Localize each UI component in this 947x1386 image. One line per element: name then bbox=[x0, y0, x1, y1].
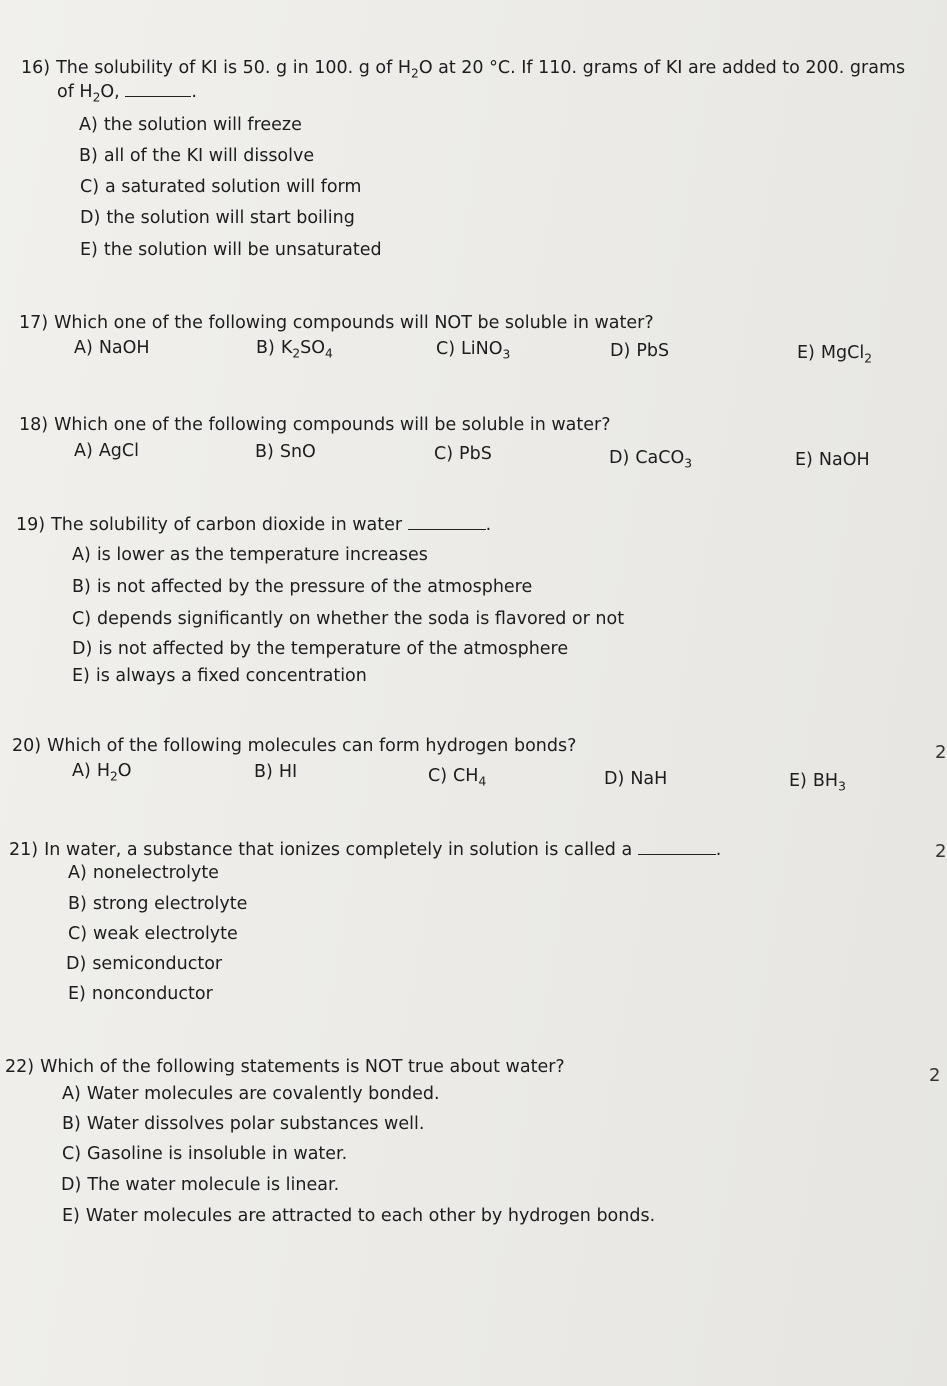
option-label: E) bbox=[80, 240, 98, 260]
question-number: 22) bbox=[5, 1057, 35, 1077]
option-17c[interactable] bbox=[436, 338, 510, 360]
option-label: B) bbox=[79, 146, 98, 166]
option-20a[interactable] bbox=[72, 760, 132, 782]
option-text: NaOH bbox=[98, 338, 150, 358]
question-number: 17) bbox=[19, 313, 49, 333]
option-20b[interactable] bbox=[254, 761, 297, 783]
option-19e[interactable] bbox=[72, 665, 367, 687]
answer-blank[interactable] bbox=[125, 80, 191, 97]
question-19-stem bbox=[16, 513, 491, 536]
question-18-stem bbox=[19, 414, 611, 436]
option-text: is lower as the temperature increases bbox=[96, 545, 428, 565]
option-text: Water dissolves polar substances well. bbox=[86, 1114, 425, 1134]
option-20e[interactable] bbox=[789, 770, 846, 792]
option-label: E) bbox=[68, 984, 86, 1004]
option-text: HI bbox=[278, 762, 298, 782]
option-label: D) bbox=[604, 769, 625, 789]
option-text: NaOH bbox=[818, 450, 870, 470]
subscript: 3 bbox=[684, 456, 693, 471]
subscript: 2 bbox=[92, 90, 101, 105]
option-20c[interactable] bbox=[428, 765, 486, 787]
option-label: B) bbox=[72, 577, 91, 597]
option-21c[interactable] bbox=[68, 923, 238, 945]
option-label: A) bbox=[79, 115, 98, 135]
option-16e[interactable] bbox=[80, 239, 382, 261]
question-21-stem bbox=[9, 838, 721, 861]
stem-text: . bbox=[715, 840, 722, 860]
option-text: is not affected by the pressure of the atmosphere bbox=[96, 577, 533, 597]
option-text: is not affected by the temperature of the atmosphere bbox=[98, 639, 569, 659]
option-label: E) bbox=[795, 450, 813, 470]
option-text: Water molecules are covalently bonded. bbox=[86, 1084, 440, 1104]
option-text: K bbox=[280, 338, 293, 358]
stem-text: . bbox=[485, 515, 492, 535]
stem-text: The solubility of carbon dioxide in water bbox=[51, 515, 403, 535]
option-text: a saturated solution will form bbox=[105, 177, 362, 197]
answer-blank[interactable] bbox=[638, 838, 716, 855]
option-label: C) bbox=[80, 177, 100, 197]
option-label: D) bbox=[610, 341, 631, 361]
subscript: 2 bbox=[864, 351, 872, 366]
option-label: A) bbox=[74, 338, 93, 358]
option-label: B) bbox=[255, 442, 274, 462]
option-22b[interactable] bbox=[62, 1113, 424, 1135]
option-text: CaCO bbox=[635, 448, 685, 468]
option-22e[interactable] bbox=[62, 1205, 655, 1227]
option-label: B) bbox=[68, 894, 87, 914]
option-text: Gasoline is insoluble in water. bbox=[87, 1144, 348, 1164]
option-22a[interactable] bbox=[62, 1083, 440, 1105]
option-text: SnO bbox=[279, 442, 316, 462]
option-text: is always a fixed concentration bbox=[95, 666, 367, 686]
option-text: weak electrolyte bbox=[93, 924, 238, 944]
option-20d[interactable] bbox=[604, 768, 667, 790]
option-text: SO bbox=[300, 338, 326, 358]
option-17b[interactable] bbox=[256, 337, 333, 359]
option-16d[interactable] bbox=[80, 207, 355, 229]
option-22d[interactable] bbox=[61, 1174, 339, 1196]
option-17e[interactable] bbox=[797, 342, 872, 364]
option-16c[interactable] bbox=[80, 176, 361, 198]
option-19b[interactable] bbox=[72, 576, 532, 598]
option-label: E) bbox=[62, 1206, 80, 1226]
subscript: 4 bbox=[478, 774, 487, 789]
subscript: 2 bbox=[109, 769, 118, 784]
option-text: Water molecules are attracted to each other by hydrogen bonds. bbox=[85, 1206, 656, 1226]
stem-text: Which of the following molecules can form hydrogen bonds? bbox=[47, 736, 577, 756]
subscript: 2 bbox=[411, 66, 419, 81]
subscript: 4 bbox=[325, 346, 333, 361]
question-16-stem-line2 bbox=[57, 80, 197, 103]
option-label: A) bbox=[74, 441, 93, 461]
stem-text: . bbox=[191, 82, 197, 102]
option-16b[interactable] bbox=[79, 145, 314, 167]
option-19d[interactable] bbox=[72, 638, 568, 660]
option-text: all of the KI will dissolve bbox=[103, 146, 315, 166]
option-text: NaH bbox=[630, 769, 668, 789]
option-text: LiNO bbox=[461, 339, 503, 359]
question-number: 21) bbox=[9, 840, 39, 860]
option-21d[interactable] bbox=[66, 953, 222, 975]
option-label: E) bbox=[797, 343, 815, 363]
option-text: nonconductor bbox=[91, 984, 213, 1004]
stem-text: In water, a substance that ionizes completely in solution is called a bbox=[44, 840, 633, 860]
option-label: C) bbox=[68, 924, 88, 944]
option-label: A) bbox=[68, 863, 87, 883]
option-label: B) bbox=[254, 762, 273, 782]
stem-text: Which one of the following compounds will NOT be soluble in water? bbox=[54, 313, 654, 333]
option-19a[interactable] bbox=[72, 544, 428, 566]
stem-text: O, bbox=[100, 82, 120, 102]
stem-text: The solubility of KI is 50. g in 100. g of H bbox=[56, 58, 412, 78]
option-17d[interactable] bbox=[610, 340, 669, 362]
option-text: O bbox=[117, 761, 132, 781]
option-21e[interactable] bbox=[68, 983, 213, 1005]
option-text: semiconductor bbox=[92, 954, 223, 974]
option-label: C) bbox=[428, 766, 448, 786]
answer-blank[interactable] bbox=[408, 513, 486, 530]
question-22-stem bbox=[5, 1056, 565, 1078]
subscript: 3 bbox=[502, 347, 511, 362]
stem-text: Which of the following statements is NOT true about water? bbox=[40, 1057, 565, 1077]
question-number: 20) bbox=[12, 736, 42, 756]
option-19c[interactable] bbox=[72, 608, 624, 630]
option-18b[interactable] bbox=[255, 441, 316, 463]
question-20-stem bbox=[12, 735, 576, 757]
question-number: 18) bbox=[19, 415, 49, 435]
option-text: PbS bbox=[459, 444, 492, 464]
option-text: BH bbox=[812, 771, 839, 791]
question-number: 19) bbox=[16, 515, 46, 535]
option-label: E) bbox=[789, 771, 807, 791]
option-label: B) bbox=[256, 338, 275, 358]
option-label: C) bbox=[72, 609, 92, 629]
question-17-stem bbox=[19, 312, 654, 334]
option-18d[interactable] bbox=[609, 447, 692, 469]
option-text: the solution will freeze bbox=[103, 115, 302, 135]
option-21a[interactable] bbox=[68, 862, 219, 884]
option-label: D) bbox=[609, 448, 630, 468]
option-label: E) bbox=[72, 666, 90, 686]
stem-text: O at 20 °C. If 110. grams of KI are added to 200. grams bbox=[418, 58, 906, 78]
stem-text: of H bbox=[57, 82, 93, 102]
option-text: CH bbox=[453, 766, 479, 786]
option-label: D) bbox=[61, 1175, 82, 1195]
option-text: the solution will be unsaturated bbox=[103, 240, 382, 260]
option-label: C) bbox=[434, 444, 454, 464]
question-16-stem bbox=[21, 57, 905, 79]
option-text: depends significantly on whether the soda is flavored or not bbox=[97, 609, 625, 629]
option-text: The water molecule is linear. bbox=[87, 1175, 340, 1195]
option-label: A) bbox=[62, 1084, 81, 1104]
option-text: AgCl bbox=[98, 441, 139, 461]
option-text: strong electrolyte bbox=[92, 894, 248, 914]
option-label: A) bbox=[72, 761, 91, 781]
option-label: C) bbox=[436, 339, 456, 359]
option-18c[interactable] bbox=[434, 443, 492, 465]
option-label: D) bbox=[72, 639, 93, 659]
margin-mark: 2 bbox=[935, 742, 947, 763]
option-text: the solution will start boiling bbox=[106, 208, 355, 228]
stem-text: Which one of the following compounds will be soluble in water? bbox=[54, 415, 611, 435]
subscript: 3 bbox=[838, 779, 846, 794]
option-text: nonelectrolyte bbox=[92, 863, 219, 883]
option-label: D) bbox=[66, 954, 87, 974]
margin-mark: 2 bbox=[929, 1065, 941, 1086]
option-18e[interactable] bbox=[795, 449, 870, 471]
option-16a[interactable] bbox=[79, 114, 302, 136]
option-label: D) bbox=[80, 208, 101, 228]
option-22c[interactable] bbox=[62, 1143, 347, 1165]
question-number: 16) bbox=[21, 58, 51, 78]
option-18a[interactable] bbox=[74, 440, 139, 462]
option-text: PbS bbox=[636, 341, 670, 361]
option-label: B) bbox=[62, 1114, 81, 1134]
option-17a[interactable] bbox=[74, 337, 150, 359]
option-label: A) bbox=[72, 545, 91, 565]
option-label: C) bbox=[62, 1144, 82, 1164]
option-text: H bbox=[96, 761, 110, 781]
subscript: 2 bbox=[292, 346, 301, 361]
option-text: MgCl bbox=[820, 343, 865, 363]
margin-mark: 2 bbox=[935, 841, 947, 862]
option-21b[interactable] bbox=[68, 893, 247, 915]
